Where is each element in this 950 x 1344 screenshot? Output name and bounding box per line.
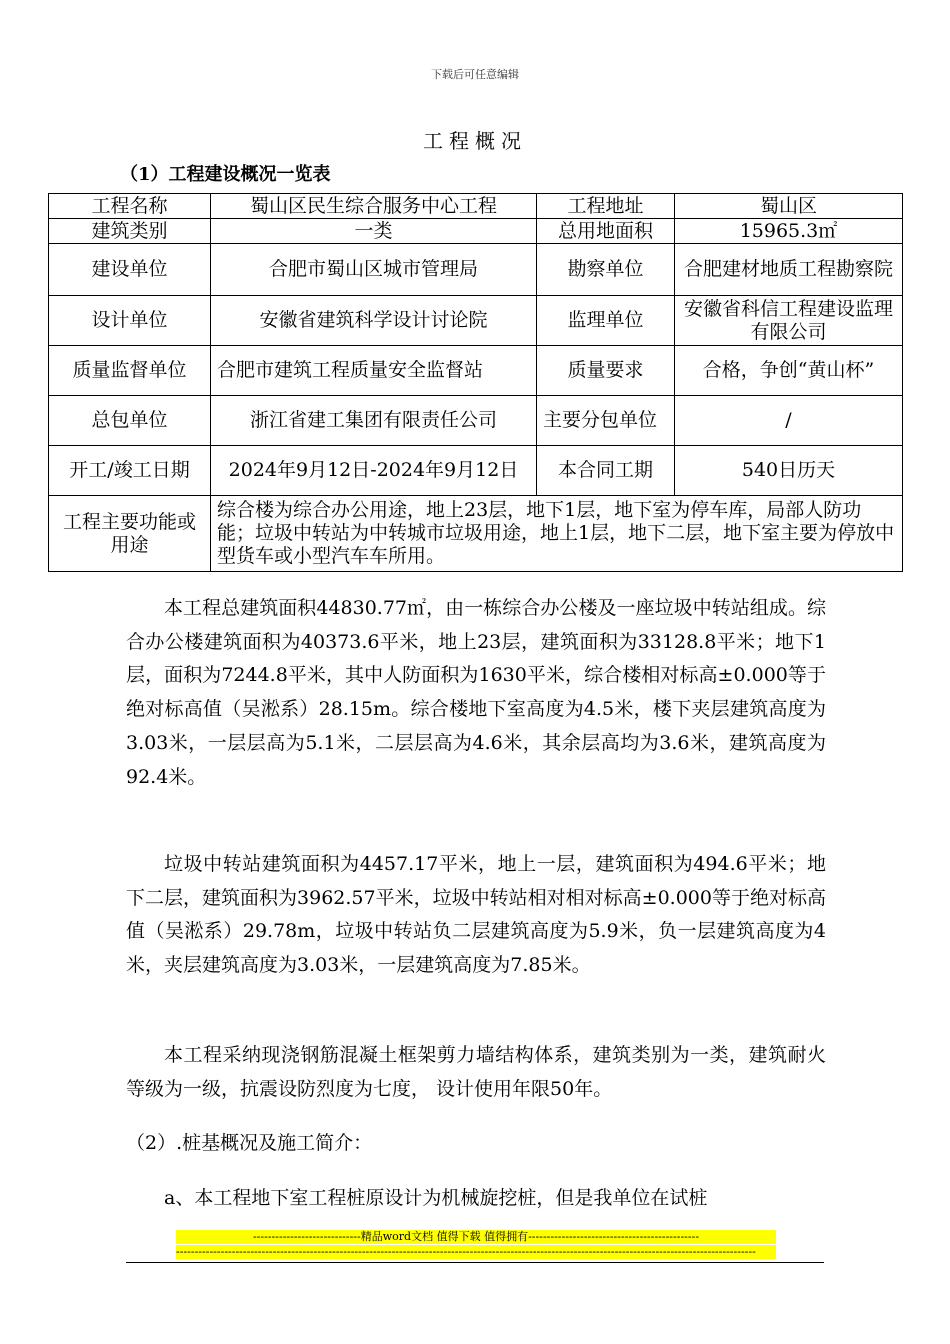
paragraph-garbage-station: 垃圾中转站建筑面积为4457.17平米，地上一层，建筑面积为494.6平米；地下二层，建筑面积为3962.57平米，垃圾中转站相对相对标高±0.000等于绝对标高值（吴淞系）29.78m，垃圾中转站负二层建筑高度为5.9米，负一层建筑高度为4米，夹层建筑高度为3.03米，一层建筑高度为7.85米。 [126, 853, 826, 977]
table-label-cell: 勘察单位 [537, 244, 675, 296]
table-value-cell: 蜀山区 [675, 194, 903, 219]
table-row [49, 219, 903, 244]
table-label-cell: 质量监督单位 [49, 346, 211, 396]
table-value-cell: / [675, 396, 903, 446]
table-label-cell: 总包单位 [49, 396, 211, 446]
table-value-cell: 合肥市蜀山区城市管理局 [211, 244, 537, 296]
table-value-cell: 合肥市建筑工程质量安全监督站 [211, 346, 537, 396]
table-label-cell: 设计单位 [49, 296, 211, 346]
table-row [49, 296, 903, 346]
footer-divider [126, 1262, 824, 1263]
table-value-cell: 15965.3㎡ [675, 219, 903, 244]
table-label-cell: 建筑类别 [49, 219, 211, 244]
table-label-cell: 质量要求 [537, 346, 675, 396]
table-value-cell: 综合楼为综合办公用途，地上23层，地下1层，地下室为停车库，局部人防功能；垃圾中转站为中转城市垃圾用途，地上1层，地下二层，地下室主要为停放中型货车或小型汽车车所用。 [211, 496, 903, 572]
table-value-cell: 浙江省建工集团有限责任公司 [211, 396, 537, 446]
table-row [49, 244, 903, 296]
table-value-cell: 蜀山区民生综合服务中心工程 [211, 194, 537, 219]
table-value-cell: 安徽省建筑科学设计讨论院 [211, 296, 537, 346]
section-heading-overview-table: （1）工程建设概况一览表 [120, 164, 331, 185]
table-label-cell: 工程主要功能或用途 [49, 496, 211, 572]
table-label-cell: 工程地址 [537, 194, 675, 219]
section-heading-pile-foundation: （2）.桩基概况及施工简介： [126, 1132, 373, 1154]
table-row [49, 396, 903, 446]
table-row [49, 496, 903, 572]
table-value-cell: 合肥建材地质工程勘察院 [675, 244, 903, 296]
table-row [49, 346, 903, 396]
table-label-cell: 主要分包单位 [537, 396, 675, 446]
table-row [49, 194, 903, 219]
table-label-cell: 开工/竣工日期 [49, 446, 211, 496]
table-value-cell: 一类 [211, 219, 537, 244]
table-label-cell: 监理单位 [537, 296, 675, 346]
table-label-cell: 本合同工期 [537, 446, 675, 496]
table-row [49, 446, 903, 496]
paragraph-total-area: 本工程总建筑面积44830.77㎡，由一栋综合办公楼及一座垃圾中转站组成。综合办公楼建筑面积为40373.6平米，地上23层，建筑面积为33128.8平米；地下1层，面积为7244.8平米，其中人防面积为1630平米，综合楼相对标高±0.000等于绝对标高值（吴淞系）28.15m。综合楼地下室高度为4.5米，楼下夹层建筑高度为3.03米，一层层高为5.1米，二层层高为4.6米，其余层高均为3.6米，建筑高度为92.4米。 [126, 597, 826, 788]
table-value-cell: 540日历天 [675, 446, 903, 496]
footer-banner: -----------------------------精品word文档 值得下载 值得拥有---------------------------------------------- [176, 1230, 776, 1244]
table-value-cell: 安徽省科信工程建设监理有限公司 [675, 296, 903, 346]
document-title: 工程概况 [423, 129, 527, 153]
project-overview-table [48, 193, 903, 572]
header-note: 下载后可任意编辑 [431, 68, 519, 81]
footer-dashes: ------------------------------------------------------------------------------------------------------------------------------------------------------------ [176, 1245, 776, 1259]
paragraph-structure: 本工程采纳现浇钢筋混凝土框架剪力墙结构体系，建筑类别为一类，建筑耐火等级为一级，抗震设防烈度为七度， 设计使用年限50年。 [126, 1044, 826, 1100]
table-label-cell: 工程名称 [49, 194, 211, 219]
table-value-cell: 合格，争创“黄山杯” [675, 346, 903, 396]
table-label-cell: 建设单位 [49, 244, 211, 296]
table-value-cell: 2024年9月12日-2024年9月12日 [211, 446, 537, 496]
paragraph-pile-intro: a、本工程地下室工程桩原设计为机械旋挖桩，但是我单位在试桩 [164, 1187, 708, 1209]
table-label-cell: 总用地面积 [537, 219, 675, 244]
